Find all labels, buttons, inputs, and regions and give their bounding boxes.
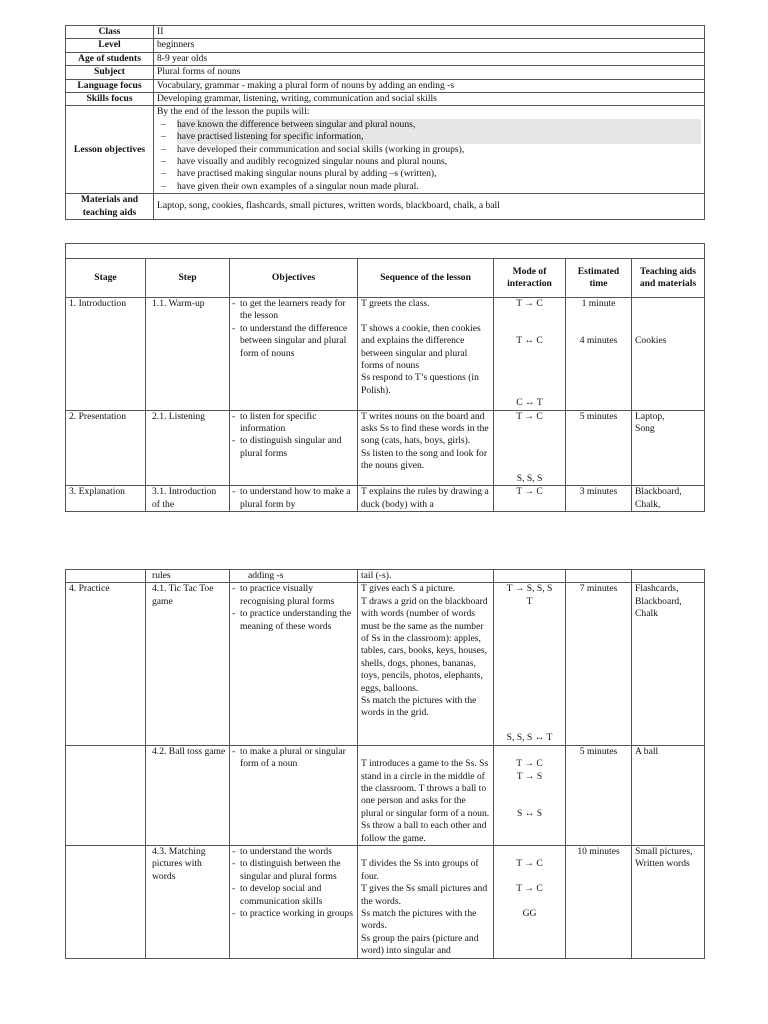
bullet-dash: - (232, 486, 236, 498)
time-cell: 10 minutes (566, 845, 632, 958)
objectives-cell (230, 410, 358, 485)
objective-line: to understand the words (240, 845, 332, 857)
objective-item: – have developed their communication and social skills (working in groups), (177, 144, 701, 156)
bullet-dash: - (232, 435, 236, 447)
bullet-dash: - (232, 845, 236, 857)
sequence-cell: T divides the Ss into groups of four. T gives the Ss small pictures and the words. Ss match the pictures with the words. Ss group the pairs (picture and word) into singular and (358, 845, 494, 958)
step-cell: 3.1. Introduction of the (146, 486, 230, 512)
sequence-cell: T introduces a game to the Ss. Ss stand in a circle in the middle of the classroom. T throws a ball to one person and asks for the plural or singular form of a noun. Ss throw a ball to each other and follow the game. (358, 745, 494, 845)
objective-item: – have practised making singular nouns plural by adding –s (written), (177, 168, 701, 180)
objective-text (232, 858, 354, 883)
info-label: Class (66, 26, 154, 39)
objective-line: to understand the difference between singular and plural form of nouns (240, 322, 348, 359)
objective-line: to practice working in groups (240, 907, 353, 919)
bullet-dash: - (232, 745, 236, 757)
column-header: Teaching aids and materials (632, 259, 705, 298)
info-value: II (154, 26, 705, 39)
info-value: 8-9 year olds (154, 52, 705, 65)
objective-text (232, 608, 354, 633)
sequence-cell: T gives each S a picture. T draws a grid on the blackboard with words (number of words must be the same as the number of Ss in the classroom): apples, tables, cars, books, keys, houses, shells, dogs, phones, bananas, toys, pencils, photos, elephants, eggs, balloons. Ss match the pictures with the words in the grid. (358, 583, 494, 745)
objective-text (232, 583, 354, 608)
objective-text (232, 486, 354, 511)
objective-line: to practice understanding the meaning of these words (240, 608, 352, 632)
step-cell: 1.1. Warm-up (146, 298, 230, 411)
time-cell (566, 570, 632, 583)
bullet-dash: - (232, 907, 236, 919)
info-value: beginners (154, 39, 705, 52)
bullet-dash: - (232, 322, 236, 334)
mode-cell (494, 570, 566, 583)
sequence-cell: T greets the class. T shows a cookie, then cookies and explains the difference between singular and plural forms of nouns Ss respond to T’s questions (in Polish). (358, 298, 494, 411)
info-value: Vocabulary, grammar - making a plural form of nouns by adding an ending -s (154, 79, 705, 92)
objective-line: to get the learners ready for the lesson (240, 298, 346, 322)
objective-text (232, 745, 354, 771)
aids-cell: Blackboard, Chalk, (632, 486, 705, 512)
sequence-cell: T explains the rules by drawing a duck (body) with a (358, 486, 494, 512)
mode-cell: T → C (494, 486, 566, 512)
materials-label: Materials and teaching aids (66, 194, 154, 220)
objective-text (232, 322, 354, 360)
objectives-cell (230, 745, 358, 845)
stage-cell (66, 570, 146, 583)
objectives-intro: By the end of the lesson the pupils will: (157, 106, 310, 118)
info-row (66, 66, 705, 79)
objective-text (232, 298, 354, 323)
objectives-cell (230, 583, 358, 745)
stage-cell: 4. Practice (66, 583, 146, 745)
time-cell: 3 minutes (566, 486, 632, 512)
bullet-dash: - (232, 858, 236, 870)
bullet-dash: - (232, 298, 236, 309)
aids-cell (632, 570, 705, 583)
objectives-cell (230, 298, 358, 411)
objective-line: to develop social and communication skills (240, 883, 323, 907)
aids-cell: Cookies (632, 298, 705, 411)
objective-line: to practice visually recognising plural forms (240, 583, 335, 607)
step-cell: 2.1. Listening (146, 410, 230, 485)
column-header: Mode of interaction (494, 259, 566, 298)
objective-text (232, 883, 354, 908)
objectives-cell (230, 486, 358, 512)
step-cell: 4.3. Matching pictures with words (146, 845, 230, 958)
objective-text (232, 410, 354, 436)
aids-cell: Flashcards, Blackboard, Chalk (632, 583, 705, 745)
objective-line: to make a plural or singular form of a noun (240, 745, 346, 770)
sequence-cell: tail (-s). (358, 570, 494, 583)
aids-cell: Laptop, Song (632, 410, 705, 485)
objectives-value (154, 106, 705, 194)
objective-item: – have known the difference between singular and plural nouns, (177, 119, 701, 131)
objective-item: – have visually and audibly recognized singular nouns and plural nouns, (177, 156, 701, 168)
objectives-cell (230, 845, 358, 958)
time-cell: 7 minutes (566, 583, 632, 745)
column-header: Estimated time (566, 259, 632, 298)
objectives-cell (230, 570, 358, 583)
lesson-row (66, 570, 705, 583)
stage-cell: 1. Introduction (66, 298, 146, 411)
step-cell: rules (146, 570, 230, 583)
column-header: Sequence of the lesson (358, 259, 494, 298)
info-row (66, 26, 705, 39)
step-cell: 4.1. Tic Tac Toe game (146, 583, 230, 745)
info-row (66, 79, 705, 92)
spacer-row (66, 244, 705, 259)
mode-cell: T → C T → C GG (494, 845, 566, 958)
info-row (66, 93, 705, 106)
bullet-dash: - (232, 883, 236, 895)
lesson-row (66, 298, 705, 411)
time-cell: 5 minutes (566, 745, 632, 845)
lesson-row (66, 583, 705, 745)
objective-line: to distinguish between the singular and plural forms (240, 858, 341, 882)
bullet-dash: - (232, 583, 236, 595)
lesson-plan-table-page1 (65, 243, 705, 512)
column-header: Stage (66, 259, 146, 298)
stage-cell (66, 745, 146, 845)
objective-text: adding -s (248, 570, 284, 581)
info-row (66, 52, 705, 65)
sequence-cell: T writes nouns on the board and asks Ss to find these words in the song (cats, hats, boys, girls). Ss listen to the song and look for the nouns given. (358, 410, 494, 485)
objectives-list (157, 119, 701, 193)
column-header: Objectives (230, 259, 358, 298)
info-label: Level (66, 39, 154, 52)
lesson-plan-table-page2 (65, 569, 705, 959)
lesson-info-table (65, 25, 705, 220)
time-cell: 1 minute 4 minutes (566, 298, 632, 411)
lesson-row (66, 486, 705, 512)
mode-cell: T → C S, S, S (494, 410, 566, 485)
objective-item: – have given their own examples of a singular noun made plural. (177, 181, 701, 193)
lesson-row (66, 845, 705, 958)
mode-cell: T → C T → S S ↔ S (494, 745, 566, 845)
aids-cell: A ball (632, 745, 705, 845)
info-label: Subject (66, 66, 154, 79)
mode-cell: T → S, S, S T S, S, S ↔ T (494, 583, 566, 745)
objective-text (232, 845, 354, 858)
info-value: Developing grammar, listening, writing, communication and social skills (154, 93, 705, 106)
objective-line: to listen for specific information (240, 410, 317, 435)
objective-text (232, 907, 354, 920)
stage-cell (66, 845, 146, 958)
info-value: Plural forms of nouns (154, 66, 705, 79)
objective-item: – have practised listening for specific information, (177, 131, 701, 143)
header-row (66, 259, 705, 298)
info-label: Language focus (66, 79, 154, 92)
bullet-dash: - (232, 608, 236, 620)
info-label: Skills focus (66, 93, 154, 106)
step-cell: 4.2. Ball toss game (146, 745, 230, 845)
objectives-label: Lesson objectives (66, 106, 154, 194)
info-row (66, 39, 705, 52)
objectives-row (66, 106, 705, 194)
column-header: Step (146, 259, 230, 298)
objective-text (232, 435, 354, 460)
objective-line: to distinguish singular and plural forms (240, 435, 342, 459)
info-label: Age of students (66, 52, 154, 65)
aids-cell: Small pictures, Written words (632, 845, 705, 958)
mode-cell: T → C T ↔ C C ↔ T (494, 298, 566, 411)
objective-line: to understand how to make a plural form by (240, 486, 351, 510)
time-cell: 5 minutes (566, 410, 632, 485)
lesson-row (66, 745, 705, 845)
lesson-row (66, 410, 705, 485)
materials-row (66, 194, 705, 220)
stage-cell: 3. Explanation (66, 486, 146, 512)
materials-value: Laptop, song, cookies, flashcards, small pictures, written words, blackboard, chalk, a ball (154, 194, 705, 220)
bullet-dash: - (232, 410, 236, 422)
stage-cell: 2. Presentation (66, 410, 146, 485)
